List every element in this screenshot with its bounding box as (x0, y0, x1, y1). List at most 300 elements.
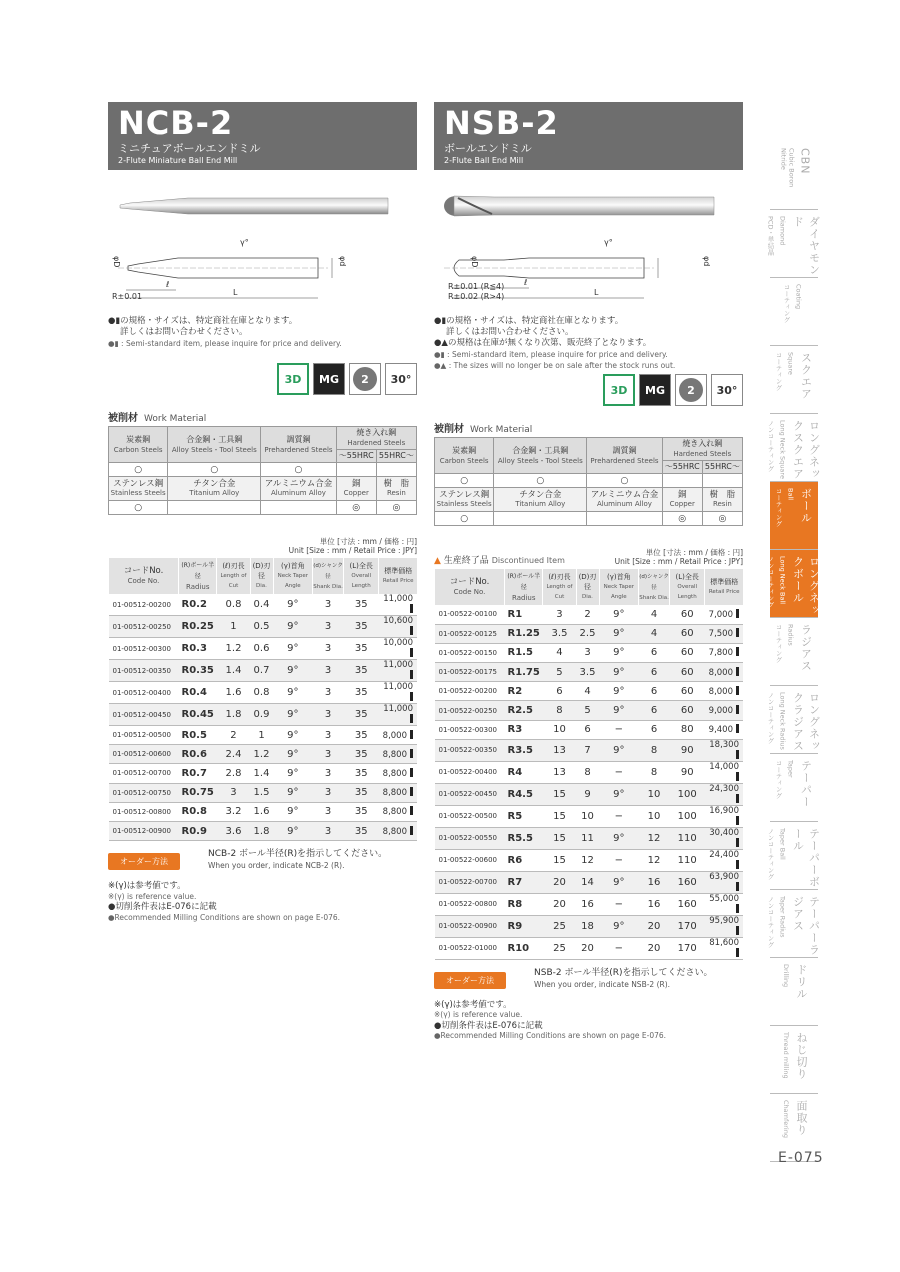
code-no: 01-00522-00500 (435, 805, 505, 827)
retail-price: 95,900 (705, 915, 743, 937)
retail-price: 16,900 (705, 805, 743, 827)
retail-price: 8,800 (379, 821, 417, 840)
tab-sub: コーティング (774, 624, 783, 663)
spec-g: 9° (273, 745, 313, 764)
tab-en: Long Neck Square (778, 420, 787, 479)
spec-d: 14 (576, 871, 599, 893)
spec-L: 90 (670, 761, 705, 783)
spec-d: 0.7 (250, 660, 273, 682)
tab-jp: ドリル (795, 964, 808, 1000)
spec-l: 6 (543, 682, 576, 701)
spec-d: 1.2 (250, 745, 273, 764)
radius: R0.2 (179, 594, 217, 616)
tab-long-neck-radius[interactable] (766, 686, 821, 754)
order-badge: オーダー方法 (434, 972, 506, 989)
spec-d: 4 (576, 682, 599, 701)
tab-thread-milling[interactable] (770, 1026, 818, 1094)
spec-g: 9° (273, 821, 313, 840)
spec-L: 100 (670, 783, 705, 805)
code-no: 01-00522-00175 (435, 663, 505, 682)
dim-tolerance: R±0.01 (R≦4) (448, 282, 505, 291)
spec-s: 16 (639, 893, 670, 915)
spec-L: 35 (344, 616, 379, 638)
tab-en: Square (786, 352, 795, 375)
notes (108, 316, 417, 349)
table-row (109, 594, 418, 616)
tab-long-neck-square[interactable] (766, 414, 821, 482)
spec-d: 8 (576, 761, 599, 783)
table-row (435, 720, 744, 739)
tool-drawing (108, 238, 417, 306)
spec-l: 1 (217, 616, 250, 638)
table-row (435, 701, 744, 720)
tab-jp: ロングネックボール (791, 556, 821, 616)
product-name-en: 2-Flute Ball End Mill (444, 156, 524, 165)
spec-l: 5 (543, 663, 576, 682)
unit-line: 単位 [寸法 : mm / 価格 : 円] Unit [Size : mm / Retail Price : JPY] (288, 537, 417, 555)
dim-phid: φd (702, 256, 711, 267)
spec-l: 25 (543, 937, 576, 959)
radius: R1.5 (505, 643, 543, 662)
tab-en: Diamond (778, 216, 787, 246)
tab-coating[interactable] (770, 278, 818, 346)
spec-g: 9° (599, 663, 639, 682)
spec-l: 8 (543, 701, 576, 720)
work-material-table: 炭素鋼 Carbon Steels 合金鋼・工具鋼 Alloy Steels・Tool Steels 調質鋼 Prehardened Steels 焼き入れ鋼 Hardened Steels ～55HRC 55HRC～ ○ ○ ○ ステンレス鋼 Stainless Steels チタン合金 Titanium Alloy アルミニウム合金 Aluminum Alloy 銅 Copper 樹 脂 Resin ○ ◎ ◎ (108, 426, 417, 515)
retail-price: 7,500 (705, 624, 743, 643)
spec-l: 1.6 (217, 682, 250, 704)
spec-d: 3.5 (576, 663, 599, 682)
table-row (435, 805, 744, 827)
tab-en: Long Neck Radius (778, 692, 787, 750)
spec-l: 3.2 (217, 802, 250, 821)
spec-g: 9° (599, 605, 639, 624)
radius: R8 (505, 893, 543, 915)
radius: R0.3 (179, 638, 217, 660)
radius: R0.5 (179, 726, 217, 745)
table-row (435, 937, 744, 959)
code-no: 01-00522-00900 (435, 915, 505, 937)
spec-s: 6 (639, 663, 670, 682)
product-name-en: 2-Flute Miniature Ball End Mill (118, 156, 238, 165)
spec-s: 3 (313, 660, 344, 682)
table-row (435, 663, 744, 682)
radius: R9 (505, 915, 543, 937)
code-no: 01-00522-00450 (435, 783, 505, 805)
tab-sub: ノンコーティング (766, 556, 775, 608)
tab-sub: ノンコーティング (766, 692, 775, 744)
product-header (108, 102, 417, 170)
spec-L: 160 (670, 871, 705, 893)
tool-photo (108, 170, 417, 230)
spec-L: 170 (670, 915, 705, 937)
spec-g: 9° (273, 783, 313, 802)
spec-l: 15 (543, 783, 576, 805)
code-no: 01-00522-00150 (435, 643, 505, 662)
spec-l: 1.4 (217, 660, 250, 682)
spec-s: 3 (313, 764, 344, 783)
spec-L: 170 (670, 937, 705, 959)
table-row (435, 849, 744, 871)
spec-l: 4 (543, 643, 576, 662)
spec-l: 1.8 (217, 704, 250, 726)
spec-L: 60 (670, 624, 705, 643)
spec-l: 1.2 (217, 638, 250, 660)
tab-sub: ノンコーティング (766, 896, 775, 948)
spec-l: 3 (217, 783, 250, 802)
radius: R0.8 (179, 802, 217, 821)
spec-l: 3 (543, 605, 576, 624)
unit-line: ▲ 生産終了品 Discontinued Item 単位 [寸法 : mm / 価格 : 円] Unit [Size : mm / Retail Price : JPY] (434, 548, 743, 566)
spec-L: 35 (344, 764, 379, 783)
code-no: 01-00512-00500 (109, 726, 179, 745)
radius: R7 (505, 871, 543, 893)
ncb2-column (108, 102, 417, 923)
spec-d: 0.5 (250, 616, 273, 638)
code-no: 01-00522-00100 (435, 605, 505, 624)
spec-d: 1.8 (250, 821, 273, 840)
spec-d: 18 (576, 915, 599, 937)
spec-l: 3.6 (217, 821, 250, 840)
tab-en: Chamfering (782, 1100, 790, 1138)
retail-price: 8,800 (379, 783, 417, 802)
table-row (435, 643, 744, 662)
tab-taper-ball[interactable] (766, 822, 821, 890)
work-material-table: 炭素鋼 Carbon Steels 合金鋼・工具鋼 Alloy Steels・Tool Steels 調質鋼 Prehardened Steels 焼き入れ鋼 Hardened Steels ～55HRC 55HRC～ ○ ○ ○ ステンレス鋼 Stainless Steels チタン合金 Titanium Alloy アルミニウム合金 Aluminum Alloy 銅 Copper 樹 脂 Resin ○ ◎ ◎ (434, 437, 743, 526)
radius: R0.9 (179, 821, 217, 840)
tab-en: Long Neck Ball (778, 556, 787, 605)
code-no: 01-00512-00750 (109, 783, 179, 802)
spec-g: − (599, 805, 639, 827)
radius: R0.7 (179, 764, 217, 783)
order-badge: オーダー方法 (108, 853, 180, 870)
spec-L: 80 (670, 720, 705, 739)
spec-g: 9° (599, 739, 639, 761)
code-no: 01-00522-00550 (435, 827, 505, 849)
table-row (435, 761, 744, 783)
spec-l: 15 (543, 805, 576, 827)
radius: R4 (505, 761, 543, 783)
retail-price: 24,400 (705, 849, 743, 871)
spec-d: 0.8 (250, 682, 273, 704)
spec-d: 0.4 (250, 594, 273, 616)
spec-g: − (599, 937, 639, 959)
spec-L: 35 (344, 704, 379, 726)
tab-en: Taper (786, 760, 795, 778)
tab-en: Taper Radius (778, 896, 787, 938)
spec-s: 10 (639, 783, 670, 805)
mg-coating-icon: MG (639, 374, 671, 406)
tab-jp: 面取り (795, 1100, 808, 1136)
radius: R5 (505, 805, 543, 827)
spec-s: 12 (639, 849, 670, 871)
code-no: 01-00512-00250 (109, 616, 179, 638)
dim-L: L (594, 288, 599, 297)
tab-taper[interactable] (770, 754, 818, 822)
3d-icon: 3D (603, 374, 635, 406)
spec-L: 110 (670, 827, 705, 849)
spec-s: 3 (313, 802, 344, 821)
spec-d: 20 (576, 937, 599, 959)
spec-g: 9° (273, 616, 313, 638)
retail-price: 8,800 (379, 802, 417, 821)
tab-jp: ダイヤモンド (791, 216, 821, 276)
nsb2-column (434, 102, 743, 1042)
spec-s: 3 (313, 821, 344, 840)
code-no: 01-00512-00700 (109, 764, 179, 783)
table-row (109, 764, 418, 783)
work-material-title: 被削材 Work Material (434, 424, 533, 435)
dim-l: ℓ (524, 278, 528, 287)
tab-jp: ロングネックスクエア (791, 420, 821, 480)
spec-L: 35 (344, 682, 379, 704)
page-number: E-075 (778, 1150, 824, 1166)
radius: R6 (505, 849, 543, 871)
tab-square[interactable] (770, 346, 818, 414)
discontinued-legend: ▲ 生産終了品 Discontinued Item (434, 556, 565, 566)
spec-g: 9° (599, 624, 639, 643)
tab-sub: ノンコーティング (766, 420, 775, 472)
flute-count-icon: 2 (349, 363, 381, 395)
spec-L: 110 (670, 849, 705, 871)
spec-d: 9 (576, 783, 599, 805)
spec-g: 9° (599, 682, 639, 701)
tool-drawing (434, 238, 743, 306)
spec-s: 3 (313, 783, 344, 802)
note-jp: ●▮の規格・サイズは、特定商社在庫となります。 (108, 316, 298, 326)
spec-L: 35 (344, 745, 379, 764)
retail-price: 8,000 (705, 682, 743, 701)
retail-price: 8,800 (379, 764, 417, 783)
spec-s: 3 (313, 704, 344, 726)
spec-s: 3 (313, 745, 344, 764)
retail-price: 7,800 (705, 643, 743, 662)
code-no: 01-00522-00600 (435, 849, 505, 871)
spec-L: 35 (344, 594, 379, 616)
dim-gamma: γ° (604, 238, 613, 247)
spec-l: 13 (543, 761, 576, 783)
tab-radius[interactable] (770, 618, 818, 686)
dim-phiD: φD (470, 256, 479, 268)
dim-tolerance: R±0.01 (112, 292, 143, 301)
dim-phid: φd (338, 256, 347, 267)
tab-sub: コーティング (782, 284, 791, 323)
table-row (109, 802, 418, 821)
spec-L: 35 (344, 821, 379, 840)
mg-coating-icon: MG (313, 363, 345, 395)
dim-gamma: γ° (240, 238, 249, 247)
spec-L: 100 (670, 805, 705, 827)
spec-l: 10 (543, 720, 576, 739)
spec-s: 20 (639, 937, 670, 959)
spec-table: コードNo. Code No. (R)ボール半径 Radius (ℓ)刃長 Length of Cut (D)刃径 Dia. (γ)首角 Neck Taper Angle (d)シャンク径 Shank Dia. (L)全長 Overall Length 標準価格 Retail Price 01-00512-00200 R0.2 0.8 0.4 9° 3 35 11,000 01-00512-00250 R0.25 1 0.5 9° 3 35 10,600 01-00512-00300 R0.3 1.2 0.6 9° 3 35 10,000 01-00512-00350 R0.35 1.4 0.7 9° 3 35 11,000 01-00512-00400 R0.4 1.6 0.8 9° 3 35 11,000 01-00512-00450 R0.45 1.8 0.9 9° 3 35 11,000 01-00512-00500 R0.5 2 1 9° 3 35 8,000 01-00512-00600 R0.6 2.4 1.2 9° 3 35 8,800 01-00512-00700 R0.7 2.8 1.4 9° 3 35 8,800 01-00512-00750 R0.75 3 1.5 9° 3 35 8,800 01-00512-00800 R0.8 3.2 1.6 9° 3 35 8,800 01-00512-00900 R0.9 3.6 1.8 9° 3 35 8,800 (108, 558, 417, 841)
spec-L: 60 (670, 663, 705, 682)
spec-d: 2.5 (576, 624, 599, 643)
helix-angle-icon: 30° (711, 374, 743, 406)
dim-phiD: φD (112, 256, 121, 268)
spec-l: 13 (543, 739, 576, 761)
radius: R4.5 (505, 783, 543, 805)
feature-icons (434, 374, 743, 410)
tab-cubic-boron-nitride[interactable] (770, 142, 818, 210)
radius: R1.75 (505, 663, 543, 682)
code-no: 01-00522-00125 (435, 624, 505, 643)
spec-s: 6 (639, 720, 670, 739)
spec-d: 10 (576, 805, 599, 827)
model-name: NSB-2 (444, 104, 559, 142)
spec-d: 1.5 (250, 783, 273, 802)
order-method: オーダー方法 NSB-2 ボール半径(R)を指示してください。 When you order, indicate NSB-2 (R). (434, 968, 743, 998)
retail-price: 11,000 (379, 704, 417, 726)
tab-en: Cubic Boron Nitride (779, 148, 796, 188)
table-row (109, 660, 418, 682)
table-row (435, 915, 744, 937)
code-no: 01-00512-00450 (109, 704, 179, 726)
spec-g: 9° (599, 643, 639, 662)
spec-g: 9° (599, 827, 639, 849)
spec-table: コードNo. Code No. (R)ボール半径 Radius (ℓ)刃長 Length of Cut (D)刃径 Dia. (γ)首角 Neck Taper Angle (d)シャンク径 Shank Dia. (L)全長 Overall Length 標準価格 Retail Price 01-00522-00100 R1 3 2 9° 4 60 7,000 01-00522-00125 R1.25 3.5 2.5 9° 4 60 7,500 01-00522-00150 R1.5 4 3 9° 6 60 7,800 01-00522-00175 R1.75 5 3.5 9° 6 60 8,000 01-00522-00200 R2 6 4 9° 6 60 8,000 01-00522-00250 R2.5 8 5 9° 6 60 9,000 01-00522-00300 R3 10 6 − 6 80 9,400 01-00522-00350 R3.5 13 7 9° 8 90 18,300 01-00522-00400 R4 13 8 − 8 90 14,000 01-00522-00450 R4.5 15 9 9° 10 100 24,300 01-00522-00500 R5 15 10 − 10 100 16,900 01-00522-00550 R5.5 15 11 9° 12 110 30,400 01-00522-00600 R6 15 12 − 12 110 24,400 01-00522-00700 R7 20 14 9° 16 160 63,900 01-00522-00800 R8 20 16 − 16 160 55,000 01-00522-00900 R9 25 18 9° 20 170 95,900 01-00522-01000 R10 25 20 − 20 170 81,600 (434, 569, 743, 960)
spec-d: 16 (576, 893, 599, 915)
spec-d: 5 (576, 701, 599, 720)
spec-g: 9° (599, 871, 639, 893)
table-row (435, 682, 744, 701)
retail-price: 11,000 (379, 594, 417, 616)
tab-jp: ねじ切り (795, 1032, 808, 1080)
spec-s: 4 (639, 605, 670, 624)
tab-sub: ノンコーティング (766, 828, 775, 880)
spec-s: 6 (639, 643, 670, 662)
code-no: 01-00522-00800 (435, 893, 505, 915)
table-row (109, 726, 418, 745)
tab-jp: テーパー (799, 760, 813, 808)
spec-d: 1.6 (250, 802, 273, 821)
spec-g: 9° (273, 660, 313, 682)
spec-d: 0.6 (250, 638, 273, 660)
dim-tolerance: R±0.02 (R>4) (448, 292, 505, 301)
spec-g: 9° (273, 764, 313, 783)
note-en: ●▮ : Semi-standard item, please inquire for price and delivery. (108, 339, 342, 348)
note-jp: 詳しくはお問い合わせください。 (120, 327, 248, 337)
tab-long-neck-ball[interactable] (766, 550, 821, 618)
spec-s: 3 (313, 616, 344, 638)
tab-jp: ラジアス (799, 624, 813, 672)
retail-price: 9,000 (705, 701, 743, 720)
spec-l: 2 (217, 726, 250, 745)
table-row (435, 827, 744, 849)
spec-d: 12 (576, 849, 599, 871)
radius: R1.25 (505, 624, 543, 643)
feature-icons (108, 363, 417, 399)
spec-l: 20 (543, 893, 576, 915)
spec-l: 15 (543, 849, 576, 871)
tab-jp: CBN (798, 148, 812, 175)
spec-L: 60 (670, 643, 705, 662)
table-row (435, 783, 744, 805)
notes: ●▮の規格・サイズは、特定商社在庫となります。 詳しくはお問い合わせください。 ●▲の規格は在庫が無くなり次第、販売終了となります。 ●▮ : Semi-standard item, please inquire for price and delivery. ●▲ : The sizes will no longer be on sale after the stock runs out. (434, 316, 676, 370)
code-no: 01-00522-00400 (435, 761, 505, 783)
tab-jp: テーパーボール (791, 828, 821, 888)
code-no: 01-00522-00700 (435, 871, 505, 893)
retail-price: 8,800 (379, 745, 417, 764)
spec-s: 3 (313, 682, 344, 704)
retail-price: 10,000 (379, 638, 417, 660)
code-no: 01-00522-00200 (435, 682, 505, 701)
spec-g: − (599, 720, 639, 739)
radius: R0.35 (179, 660, 217, 682)
work-material-title: 被削材 Work Material (108, 413, 207, 424)
spec-s: 6 (639, 682, 670, 701)
tab-ball[interactable] (770, 482, 818, 550)
spec-d: 11 (576, 827, 599, 849)
tab-sub: コーティング (774, 352, 783, 391)
footnotes: ※(γ)は参考値です。 ※(γ) is reference value. ●切削条件表はE-076に記載 ●Recommended Milling Conditions are shown on page E-076. (434, 999, 667, 1041)
order-method: オーダー方法 NCB-2 ボール半径(R)を指示してください。 When you order, indicate NCB-2 (R). (108, 849, 417, 879)
spec-s: 10 (639, 805, 670, 827)
retail-price: 81,600 (705, 937, 743, 959)
code-no: 01-00522-00350 (435, 739, 505, 761)
code-no: 01-00522-01000 (435, 937, 505, 959)
spec-s: 3 (313, 726, 344, 745)
radius: R3.5 (505, 739, 543, 761)
spec-g: 9° (273, 638, 313, 660)
retail-price: 9,400 (705, 720, 743, 739)
code-no: 01-00512-00350 (109, 660, 179, 682)
table-row (109, 682, 418, 704)
spec-g: 9° (273, 802, 313, 821)
tab-jp: テーパーラジアス (791, 896, 821, 956)
model-name: NCB-2 (118, 104, 234, 142)
table-row (109, 704, 418, 726)
spec-l: 2.8 (217, 764, 250, 783)
tab-taper-radius[interactable] (766, 890, 821, 958)
code-no: 01-00512-00300 (109, 638, 179, 660)
spec-s: 12 (639, 827, 670, 849)
spec-L: 60 (670, 682, 705, 701)
tab-drilling[interactable] (770, 958, 818, 1026)
table-row (435, 893, 744, 915)
tab-jp: ロングネックラジアス (791, 692, 821, 752)
tab-en: Thread milling (782, 1032, 790, 1079)
spec-s: 6 (639, 701, 670, 720)
spec-l: 15 (543, 827, 576, 849)
spec-s: 3 (313, 638, 344, 660)
retail-price: 10,600 (379, 616, 417, 638)
tab-jp: スクエア (799, 352, 813, 400)
category-tabs (766, 142, 821, 1162)
product-header (434, 102, 743, 170)
code-no: 01-00512-00200 (109, 594, 179, 616)
tab-diamond[interactable] (766, 210, 821, 278)
footnotes: ※(γ)は参考値です。 ※(γ) is reference value. ●切削条件表はE-076に記載 ●Recommended Milling Conditions are shown on page E-076. (108, 881, 341, 922)
tab-en: Taper Ball (778, 828, 787, 860)
spec-d: 2 (576, 605, 599, 624)
table-row (109, 783, 418, 802)
table-row (435, 605, 744, 624)
radius: R2 (505, 682, 543, 701)
tab-sub: コーティング (774, 760, 783, 799)
helix-angle-icon: 30° (385, 363, 417, 395)
radius: R0.75 (179, 783, 217, 802)
radius: R0.6 (179, 745, 217, 764)
spec-l: 25 (543, 915, 576, 937)
retail-price: 7,000 (705, 605, 743, 624)
retail-price: 24,300 (705, 783, 743, 805)
retail-price: 63,900 (705, 871, 743, 893)
spec-l: 2.4 (217, 745, 250, 764)
tab-sub: PCD・単結晶 (766, 216, 775, 256)
radius: R0.4 (179, 682, 217, 704)
table-row (109, 745, 418, 764)
